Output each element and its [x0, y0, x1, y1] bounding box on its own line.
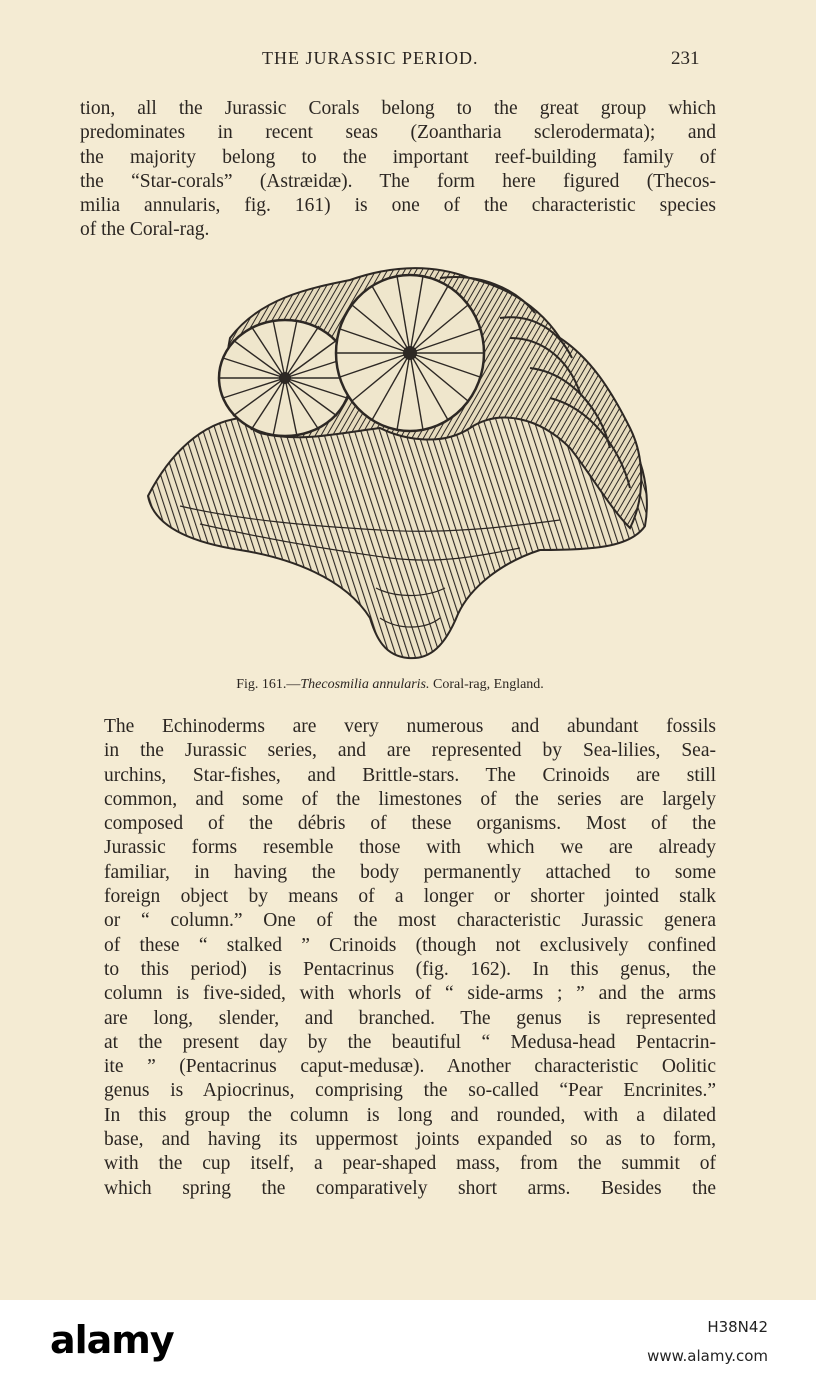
caption-species: Thecosmilia annularis. [300, 677, 430, 692]
running-title: THE JURASSIC PERIOD. [262, 48, 479, 68]
polyp-center [336, 275, 484, 431]
text-line: familiar, in having the body permanently attached to some [104, 861, 716, 883]
text-line: in the Jurassic series, and are represented by Sea-lilies, Sea- [104, 740, 716, 762]
figure-caption [0, 677, 780, 693]
running-head [0, 48, 816, 74]
text-line: urchins, Star-fishes, and Brittle-stars. The Crinoids are still [104, 764, 716, 786]
text-line: Jurassic forms resemble those with which we are already [104, 837, 716, 859]
site-url: www.alamy.com [647, 1347, 768, 1365]
text-line: which spring the comparatively short arms. Besides the [104, 1177, 716, 1199]
text-line: the “Star-corals” (Astræidæ). The form here figured (Thecos- [80, 170, 716, 192]
caption-prefix: Fig. 161.— [236, 677, 301, 692]
text-line: composed of the débris of these organisms. Most of the [104, 813, 716, 835]
caption-suffix: Coral-rag, England. [429, 677, 544, 692]
text-line: are long, slender, and branched. The genus is represented [104, 1007, 716, 1029]
text-line: The Echinoderms are very numerous and abundant fossils [104, 716, 716, 737]
paragraph-corals [80, 97, 716, 243]
watermark-footer [0, 1300, 816, 1390]
text-line: ite ” (Pentacrinus caput-medusæ). Another characteristic Oolitic [104, 1056, 716, 1078]
text-line: predominates in recent seas (Zoantharia sclerodermata); and [80, 122, 716, 144]
paragraph-echinoderms [80, 715, 716, 1201]
text-line: base, and having its uppermost joints expanded so as to form, [104, 1129, 716, 1151]
text-line: milia annularis, fig. 161) is one of the characteristic species [80, 195, 716, 217]
text-line: to this period) is Pentacrinus (fig. 162). In this genus, the [104, 958, 716, 980]
text-line: tion, all the Jurassic Corals belong to the great group which [80, 98, 716, 119]
text-line: In this group the column is long and rounded, with a dilated [104, 1104, 716, 1126]
text-line: at the present day by the beautiful “ Medusa-head Pentacrin- [104, 1031, 716, 1053]
text-line: or “ column.” One of the most characteristic Jurassic genera [104, 910, 716, 932]
polyp-left [219, 320, 351, 436]
image-id: H38N42 [707, 1318, 768, 1336]
text-line: with the cup itself, a pear-shaped mass, from the summit of [104, 1153, 716, 1175]
text-line: of these “ stalked ” Crinoids (though not exclusively confined [104, 934, 716, 956]
alamy-logo: alamy [50, 1318, 174, 1362]
text-line: common, and some of the limestones of the series are largely [104, 788, 716, 810]
coral-illustration [140, 258, 660, 668]
text-line: foreign object by means of a longer or shorter jointed stalk [104, 886, 716, 908]
text-line: the majority belong to the important reef-building family of [80, 146, 716, 168]
text-line: column is five-sided, with whorls of “ side-arms ; ” and the arms [104, 983, 716, 1005]
text-line: genus is Apiocrinus, comprising the so-called “Pear Encrinites.” [104, 1080, 716, 1102]
page-number: 231 [671, 48, 700, 69]
text-line: of the Coral-rag. [80, 219, 210, 241]
